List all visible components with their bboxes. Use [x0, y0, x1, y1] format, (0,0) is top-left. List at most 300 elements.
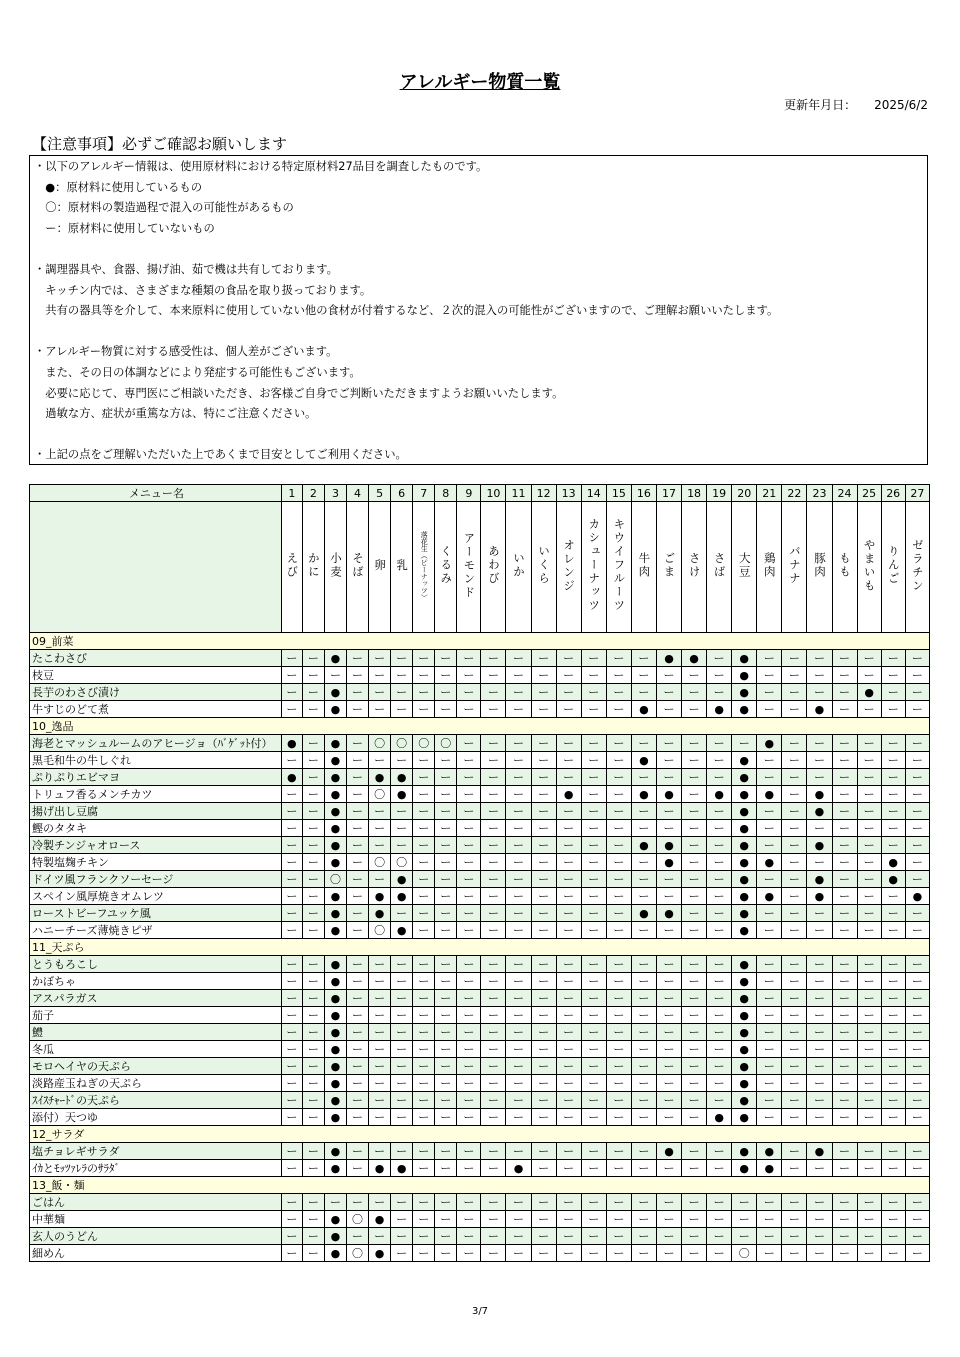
- none-mark: ー: [656, 1228, 681, 1245]
- none-mark: ー: [782, 701, 807, 718]
- none-mark: ー: [631, 990, 656, 1007]
- table-row: [30, 1160, 930, 1177]
- table-row: [30, 1058, 930, 1075]
- none-mark: ー: [631, 1041, 656, 1058]
- none-mark: ー: [857, 650, 881, 667]
- none-mark: ー: [832, 701, 857, 718]
- none-mark: ー: [832, 888, 857, 905]
- none-mark: ー: [506, 684, 531, 701]
- menu-item-name: ローストビーフユッケ風: [30, 905, 282, 922]
- none-mark: ー: [757, 820, 782, 837]
- none-mark: ー: [631, 803, 656, 820]
- none-mark: ー: [857, 956, 881, 973]
- table-row: [30, 1245, 930, 1262]
- contains-mark: ●: [732, 701, 757, 718]
- none-mark: ー: [631, 1228, 656, 1245]
- none-mark: ー: [347, 803, 369, 820]
- none-mark: ー: [707, 1075, 732, 1092]
- none-mark: ー: [457, 1143, 481, 1160]
- none-mark: ー: [606, 650, 631, 667]
- none-mark: ー: [606, 803, 631, 820]
- contains-mark: ●: [656, 837, 681, 854]
- none-mark: ー: [606, 905, 631, 922]
- notice-line: ●：原材料に使用しているもの: [34, 180, 203, 194]
- contains-mark: ●: [732, 820, 757, 837]
- none-mark: ー: [457, 1075, 481, 1092]
- none-mark: ー: [369, 1024, 391, 1041]
- none-mark: ー: [757, 1211, 782, 1228]
- none-mark: ー: [881, 922, 905, 939]
- none-mark: ー: [807, 1109, 832, 1126]
- contains-mark: ●: [807, 803, 832, 820]
- none-mark: ー: [556, 803, 581, 820]
- none-mark: ー: [682, 735, 707, 752]
- none-mark: ー: [881, 990, 905, 1007]
- none-mark: ー: [881, 905, 905, 922]
- none-mark: ー: [369, 752, 391, 769]
- contains-mark: ●: [732, 752, 757, 769]
- none-mark: ー: [757, 837, 782, 854]
- none-mark: ー: [782, 1092, 807, 1109]
- contains-mark: ●: [707, 701, 732, 718]
- none-mark: ー: [581, 752, 606, 769]
- none-mark: ー: [807, 667, 832, 684]
- none-mark: ー: [531, 1024, 556, 1041]
- none-mark: ー: [481, 1245, 506, 1262]
- none-mark: ー: [481, 803, 506, 820]
- none-mark: ー: [413, 990, 435, 1007]
- allergen-name-cell: [881, 502, 905, 633]
- none-mark: ー: [832, 735, 857, 752]
- none-mark: ー: [481, 667, 506, 684]
- none-mark: ー: [347, 837, 369, 854]
- none-mark: ー: [832, 1058, 857, 1075]
- none-mark: ー: [782, 1245, 807, 1262]
- contains-mark: ●: [732, 871, 757, 888]
- none-mark: ー: [757, 1194, 782, 1211]
- none-mark: ー: [707, 1194, 732, 1211]
- none-mark: ー: [506, 990, 531, 1007]
- allergen-name: 落花生（ピーナッツ）: [420, 530, 429, 601]
- none-mark: ー: [391, 650, 413, 667]
- none-mark: ー: [757, 752, 782, 769]
- possible-mark: 〇: [435, 735, 457, 752]
- none-mark: ー: [581, 854, 606, 871]
- none-mark: ー: [656, 1245, 681, 1262]
- none-mark: ー: [324, 667, 346, 684]
- none-mark: ー: [435, 769, 457, 786]
- allergen-name: もも: [838, 552, 853, 579]
- none-mark: ー: [391, 820, 413, 837]
- none-mark: ー: [302, 1245, 324, 1262]
- contains-mark: ●: [732, 888, 757, 905]
- none-mark: ー: [757, 990, 782, 1007]
- none-mark: ー: [556, 1160, 581, 1177]
- table-row: [30, 922, 930, 939]
- none-mark: ー: [302, 684, 324, 701]
- none-mark: ー: [905, 1211, 929, 1228]
- none-mark: ー: [347, 667, 369, 684]
- none-mark: ー: [857, 820, 881, 837]
- none-mark: ー: [457, 888, 481, 905]
- none-mark: ー: [506, 701, 531, 718]
- none-mark: ー: [905, 854, 929, 871]
- none-mark: ー: [581, 1143, 606, 1160]
- none-mark: ー: [581, 1041, 606, 1058]
- none-mark: ー: [757, 803, 782, 820]
- none-mark: ー: [457, 1007, 481, 1024]
- table-row: [30, 1092, 930, 1109]
- none-mark: ー: [832, 871, 857, 888]
- none-mark: ー: [531, 973, 556, 990]
- none-mark: ー: [656, 922, 681, 939]
- table-row: [30, 786, 930, 803]
- none-mark: ー: [682, 752, 707, 769]
- none-mark: ー: [707, 667, 732, 684]
- none-mark: ー: [369, 1075, 391, 1092]
- none-mark: ー: [281, 1092, 302, 1109]
- none-mark: ー: [413, 1160, 435, 1177]
- none-mark: ー: [481, 1058, 506, 1075]
- none-mark: ー: [807, 1075, 832, 1092]
- none-mark: ー: [531, 1211, 556, 1228]
- none-mark: ー: [782, 820, 807, 837]
- none-mark: ー: [732, 1228, 757, 1245]
- contains-mark: ●: [631, 701, 656, 718]
- none-mark: ー: [556, 701, 581, 718]
- none-mark: ー: [302, 820, 324, 837]
- none-mark: ー: [807, 1007, 832, 1024]
- none-mark: ー: [302, 837, 324, 854]
- menu-item-name: アスパラガス: [30, 990, 282, 1007]
- none-mark: ー: [506, 871, 531, 888]
- none-mark: ー: [905, 650, 929, 667]
- none-mark: ー: [832, 990, 857, 1007]
- menu-item-name: スペイン風厚焼きオムレツ: [30, 888, 282, 905]
- none-mark: ー: [606, 1058, 631, 1075]
- none-mark: ー: [481, 922, 506, 939]
- none-mark: ー: [782, 871, 807, 888]
- none-mark: ー: [581, 1092, 606, 1109]
- allergen-name: やまいも: [862, 538, 877, 593]
- none-mark: ー: [905, 1075, 929, 1092]
- possible-mark: 〇: [369, 854, 391, 871]
- contains-mark: ●: [324, 922, 346, 939]
- none-mark: ー: [347, 990, 369, 1007]
- menu-item-name: 添付）天つゆ: [30, 1109, 282, 1126]
- none-mark: ー: [807, 973, 832, 990]
- none-mark: ー: [369, 820, 391, 837]
- none-mark: ー: [606, 1245, 631, 1262]
- none-mark: ー: [435, 922, 457, 939]
- none-mark: ー: [905, 990, 929, 1007]
- none-mark: ー: [391, 1024, 413, 1041]
- none-mark: ー: [682, 854, 707, 871]
- none-mark: ー: [857, 752, 881, 769]
- none-mark: ー: [581, 973, 606, 990]
- none-mark: ー: [435, 1109, 457, 1126]
- none-mark: ー: [435, 1058, 457, 1075]
- none-mark: ー: [302, 786, 324, 803]
- none-mark: ー: [757, 956, 782, 973]
- none-mark: ー: [556, 1007, 581, 1024]
- table-row: [30, 1194, 930, 1211]
- none-mark: ー: [435, 837, 457, 854]
- none-mark: ー: [606, 752, 631, 769]
- none-mark: ー: [757, 1245, 782, 1262]
- none-mark: ー: [413, 956, 435, 973]
- allergen-name-cell: [606, 502, 631, 633]
- allergen-name-cell: [656, 502, 681, 633]
- table-row: [30, 650, 930, 667]
- allergen-name: アーモンド: [462, 531, 477, 600]
- none-mark: ー: [707, 684, 732, 701]
- none-mark: ー: [832, 922, 857, 939]
- none-mark: ー: [506, 1245, 531, 1262]
- none-mark: ー: [631, 1245, 656, 1262]
- none-mark: ー: [857, 1228, 881, 1245]
- none-mark: ー: [807, 854, 832, 871]
- none-mark: ー: [457, 769, 481, 786]
- none-mark: ー: [832, 752, 857, 769]
- none-mark: ー: [413, 1092, 435, 1109]
- contains-mark: ●: [324, 990, 346, 1007]
- allergen-name-cell: [281, 502, 302, 633]
- none-mark: ー: [556, 1194, 581, 1211]
- none-mark: ー: [581, 1194, 606, 1211]
- allergen-number: 10: [481, 485, 506, 502]
- update-date: [766, 96, 928, 113]
- none-mark: ー: [556, 667, 581, 684]
- allergen-name-cell: [631, 502, 656, 633]
- none-mark: ー: [581, 1024, 606, 1041]
- none-mark: ー: [682, 1075, 707, 1092]
- none-mark: ー: [581, 922, 606, 939]
- none-mark: ー: [347, 905, 369, 922]
- table-row: [30, 1024, 930, 1041]
- contains-mark: ●: [324, 888, 346, 905]
- none-mark: ー: [656, 990, 681, 1007]
- possible-mark: 〇: [369, 922, 391, 939]
- none-mark: ー: [881, 837, 905, 854]
- none-mark: ー: [435, 1245, 457, 1262]
- none-mark: ー: [782, 667, 807, 684]
- none-mark: ー: [481, 1007, 506, 1024]
- none-mark: ー: [905, 1041, 929, 1058]
- none-mark: ー: [506, 837, 531, 854]
- none-mark: ー: [757, 684, 782, 701]
- none-mark: ー: [581, 1211, 606, 1228]
- none-mark: ー: [506, 735, 531, 752]
- none-mark: ー: [682, 905, 707, 922]
- menu-item-name: 鰹のタタキ: [30, 820, 282, 837]
- none-mark: ー: [347, 769, 369, 786]
- none-mark: ー: [631, 735, 656, 752]
- none-mark: ー: [391, 1245, 413, 1262]
- contains-mark: ●: [732, 1075, 757, 1092]
- allergen-name-cell: [391, 502, 413, 633]
- none-mark: ー: [531, 1007, 556, 1024]
- notice-line: 過敏な方、症状が重篤な方は、特にご注意ください。: [34, 407, 317, 421]
- allergen-name: さば: [712, 552, 727, 579]
- none-mark: ー: [807, 820, 832, 837]
- none-mark: ー: [581, 956, 606, 973]
- menu-item-name: とうもろこし: [30, 956, 282, 973]
- none-mark: ー: [347, 1228, 369, 1245]
- none-mark: ー: [606, 1143, 631, 1160]
- none-mark: ー: [281, 1024, 302, 1041]
- none-mark: ー: [757, 1024, 782, 1041]
- none-mark: ー: [281, 1058, 302, 1075]
- none-mark: ー: [631, 1058, 656, 1075]
- none-mark: ー: [391, 1041, 413, 1058]
- none-mark: ー: [782, 684, 807, 701]
- none-mark: ー: [707, 973, 732, 990]
- none-mark: ー: [857, 769, 881, 786]
- none-mark: ー: [581, 735, 606, 752]
- none-mark: ー: [757, 1041, 782, 1058]
- none-mark: ー: [391, 1211, 413, 1228]
- contains-mark: ●: [324, 1041, 346, 1058]
- contains-mark: ●: [732, 956, 757, 973]
- none-mark: ー: [369, 803, 391, 820]
- none-mark: ー: [457, 990, 481, 1007]
- none-mark: ー: [457, 854, 481, 871]
- none-mark: ー: [413, 667, 435, 684]
- none-mark: ー: [391, 1194, 413, 1211]
- none-mark: ー: [302, 1160, 324, 1177]
- contains-mark: ●: [807, 871, 832, 888]
- none-mark: ー: [481, 956, 506, 973]
- allergen-number: 14: [581, 485, 606, 502]
- none-mark: ー: [506, 769, 531, 786]
- section-header: 12_サラダ: [30, 1126, 930, 1143]
- contains-mark: ●: [732, 1058, 757, 1075]
- none-mark: ー: [531, 1143, 556, 1160]
- none-mark: ー: [481, 650, 506, 667]
- none-mark: ー: [905, 1245, 929, 1262]
- none-mark: ー: [391, 956, 413, 973]
- none-mark: ー: [581, 1160, 606, 1177]
- none-mark: ー: [457, 684, 481, 701]
- none-mark: ー: [435, 752, 457, 769]
- none-mark: ー: [857, 1245, 881, 1262]
- none-mark: ー: [707, 820, 732, 837]
- none-mark: ー: [369, 871, 391, 888]
- none-mark: ー: [435, 701, 457, 718]
- menu-item-name: 鱧: [30, 1024, 282, 1041]
- none-mark: ー: [807, 1041, 832, 1058]
- none-mark: ー: [413, 871, 435, 888]
- none-mark: ー: [347, 973, 369, 990]
- notice-box: [29, 155, 928, 465]
- none-mark: ー: [707, 990, 732, 1007]
- none-mark: ー: [807, 752, 832, 769]
- none-mark: ー: [682, 888, 707, 905]
- none-mark: ー: [413, 1245, 435, 1262]
- contains-mark: ●: [324, 684, 346, 701]
- none-mark: ー: [656, 735, 681, 752]
- none-mark: ー: [347, 701, 369, 718]
- contains-mark: ●: [881, 854, 905, 871]
- table-row: [30, 820, 930, 837]
- none-mark: ー: [807, 1024, 832, 1041]
- none-mark: ー: [413, 1211, 435, 1228]
- none-mark: ー: [457, 922, 481, 939]
- menu-name-header: メニュー名: [30, 485, 282, 502]
- none-mark: ー: [281, 820, 302, 837]
- none-mark: ー: [707, 888, 732, 905]
- none-mark: ー: [707, 905, 732, 922]
- none-mark: ー: [782, 990, 807, 1007]
- none-mark: ー: [757, 1007, 782, 1024]
- none-mark: ー: [302, 1007, 324, 1024]
- none-mark: ー: [457, 1211, 481, 1228]
- none-mark: ー: [807, 769, 832, 786]
- none-mark: ー: [281, 1041, 302, 1058]
- none-mark: ー: [832, 803, 857, 820]
- allergen-name: くるみ: [439, 545, 454, 586]
- none-mark: ー: [732, 735, 757, 752]
- menu-item-name: 茄子: [30, 1007, 282, 1024]
- none-mark: ー: [682, 837, 707, 854]
- none-mark: ー: [481, 1228, 506, 1245]
- none-mark: ー: [369, 1194, 391, 1211]
- contains-mark: ●: [732, 1143, 757, 1160]
- contains-mark: ●: [656, 1143, 681, 1160]
- notice-line: ・以下のアレルギー情報は、使用原材料における特定原材料27品目を調査したものです。: [34, 160, 488, 173]
- contains-mark: ●: [732, 667, 757, 684]
- contains-mark: ●: [807, 786, 832, 803]
- contains-mark: ●: [682, 650, 707, 667]
- none-mark: ー: [757, 905, 782, 922]
- contains-mark: ●: [656, 854, 681, 871]
- none-mark: ー: [302, 973, 324, 990]
- none-mark: ー: [682, 786, 707, 803]
- contains-mark: ●: [732, 922, 757, 939]
- none-mark: ー: [905, 684, 929, 701]
- menu-item-name: 特製塩麹チキン: [30, 854, 282, 871]
- none-mark: ー: [656, 769, 681, 786]
- none-mark: ー: [857, 735, 881, 752]
- none-mark: ー: [881, 1092, 905, 1109]
- none-mark: ー: [782, 1024, 807, 1041]
- none-mark: ー: [457, 752, 481, 769]
- none-mark: ー: [857, 1092, 881, 1109]
- none-mark: ー: [905, 973, 929, 990]
- none-mark: ー: [832, 667, 857, 684]
- none-mark: ー: [531, 684, 556, 701]
- none-mark: ー: [682, 1211, 707, 1228]
- notice-line: 必要に応じて、専門医にご相談いただき、お客様ご自身でご判断いただきますようお願いいたします。: [34, 386, 564, 400]
- none-mark: ー: [857, 1160, 881, 1177]
- contains-mark: ●: [324, 854, 346, 871]
- none-mark: ー: [481, 1160, 506, 1177]
- none-mark: ー: [281, 701, 302, 718]
- none-mark: ー: [531, 1228, 556, 1245]
- none-mark: ー: [857, 922, 881, 939]
- none-mark: ー: [302, 854, 324, 871]
- contains-mark: ●: [732, 973, 757, 990]
- none-mark: ー: [413, 905, 435, 922]
- allergen-name-cell: [457, 502, 481, 633]
- menu-item-name: 枝豆: [30, 667, 282, 684]
- menu-item-name: 塩チョレギサラダ: [30, 1143, 282, 1160]
- none-mark: ー: [531, 854, 556, 871]
- table-row: [30, 1075, 930, 1092]
- none-mark: ー: [857, 973, 881, 990]
- none-mark: ー: [281, 1228, 302, 1245]
